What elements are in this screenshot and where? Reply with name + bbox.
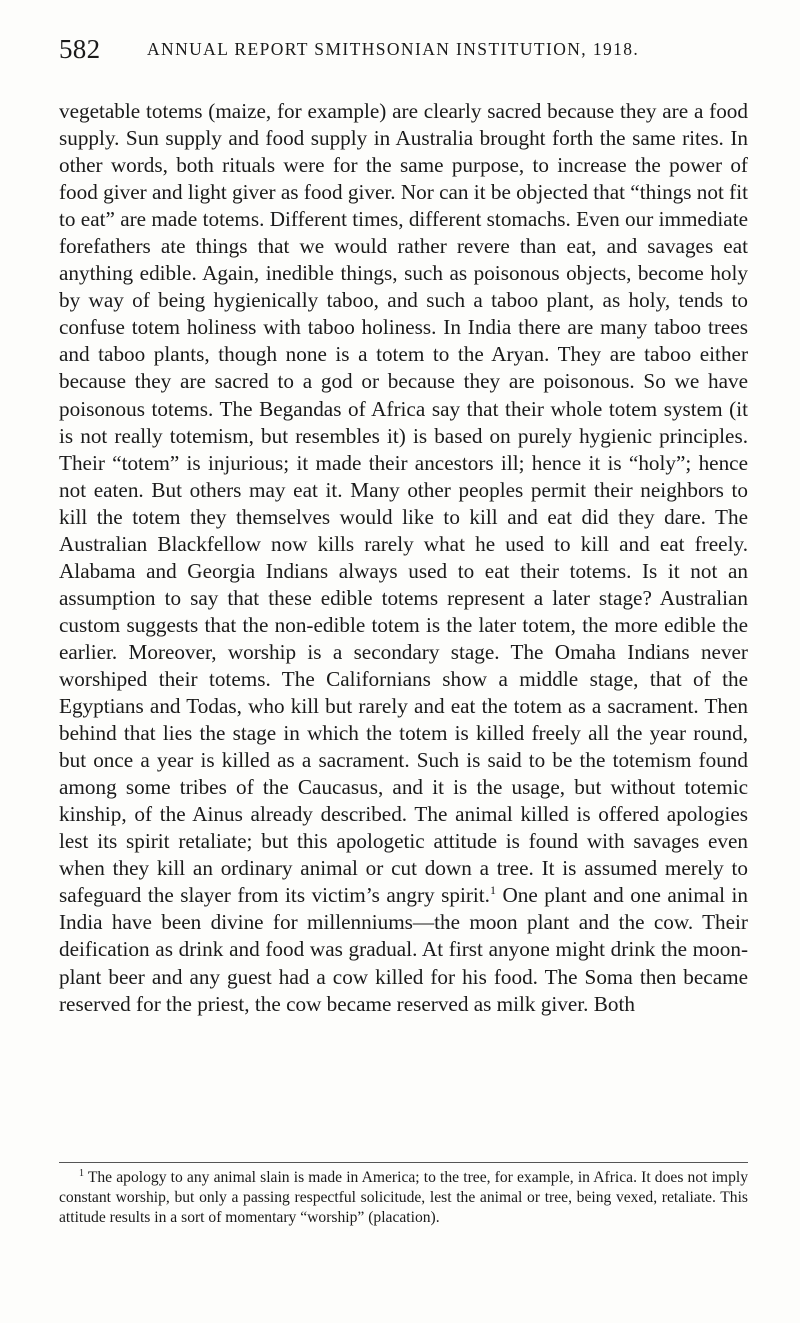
page-header	[59, 34, 749, 74]
body-paragraph	[59, 98, 748, 1018]
body-text-after-note: One plant and one animal in India have been divine for millenniums—the moon plant and the cow. Their deification as drink and food was gradual. At first anyone might drink the moon-plant beer and any guest had a cow killed for his food. The Soma then became reserved for the priest, the cow became reserved as milk giver. Both	[59, 883, 749, 1016]
footnote	[59, 1168, 748, 1228]
page-number: 582	[59, 34, 101, 64]
footnote-paragraph	[59, 1168, 748, 1228]
running-title: ANNUAL REPORT SMITHSONIAN INSTITUTION, 1918.	[147, 39, 640, 59]
body-text-before-note: vegetable totems (maize, for example) are clearly sacred because they are a food supply. Sun supply and food supply in Australia brought forth the same rites. In other words, both rituals were for the same purpose, to increase the power of food giver and light giver as food giver. Nor can it be objected that “things not fit to eat” are made totems. Different times, different stomachs. Even our immediate forefathers ate things that we would rather revere than eat, and savages eat anything edible. Again, inedible things, such as poisonous objects, become holy by way of being hygienically taboo, and such a taboo plant, as holy, tends to confuse totem holiness with taboo holiness. In India there are many taboo trees and taboo plants, though none is a totem to the Aryan. They are taboo either because they are sacred to a god or because they are poisonous. So we have poisonous totems. The Begandas of Africa say that their whole totem system (it is not really totemism, but resembles it) is based on purely hygienic principles. Their “totem” is injurious; it made their ancestors ill; hence it is “holy”; hence not eaten. But others may eat it. Many other peoples permit their neighbors to kill the totem they themselves would like to kill and eat did they dare. The Australian Blackfellow now kills rarely what he used to kill and eat freely. Alabama and Georgia Indians always used to eat their totems. Is it not an assumption to say that these edible totems represent a later stage? Australian custom suggests that the non-edible totem is the later totem, the more edible the earlier. Moreover, worship is a secondary stage. The Omaha Indians never worshiped their totems. The Californians show a middle stage, that of the Egyptians and Todas, who kill but rarely and eat the totem as a sacrament. Then behind that lies the stage in which the totem is killed freely all the year round, but once a year is killed as a sacrament. Such is said to be the totemism found among some tribes of the Caucasus, and it is the usage, but without totemic kinship, of the Ainus already described. The animal killed is offered apologies lest its spirit retaliate; but this apologetic attitude is found with savages even when they kill an ordinary animal or cut down a tree. It is assumed merely to safeguard the slayer from its victim’s angry spirit.	[59, 99, 749, 908]
footnote-reference[interactable]: 1	[489, 883, 496, 898]
footnote-divider	[59, 1162, 748, 1163]
footnote-mark: 1	[79, 1167, 84, 1179]
footnote-text: The apology to any animal slain is made in America; to the tree, for example, in Africa. It does not imply constant worship, but only a passing respectful solicitude, lest the animal or tree, being vexed, retaliate. This attitude results in a sort of momentary “worship” (placation).	[59, 1169, 748, 1226]
body-text	[59, 98, 748, 1018]
